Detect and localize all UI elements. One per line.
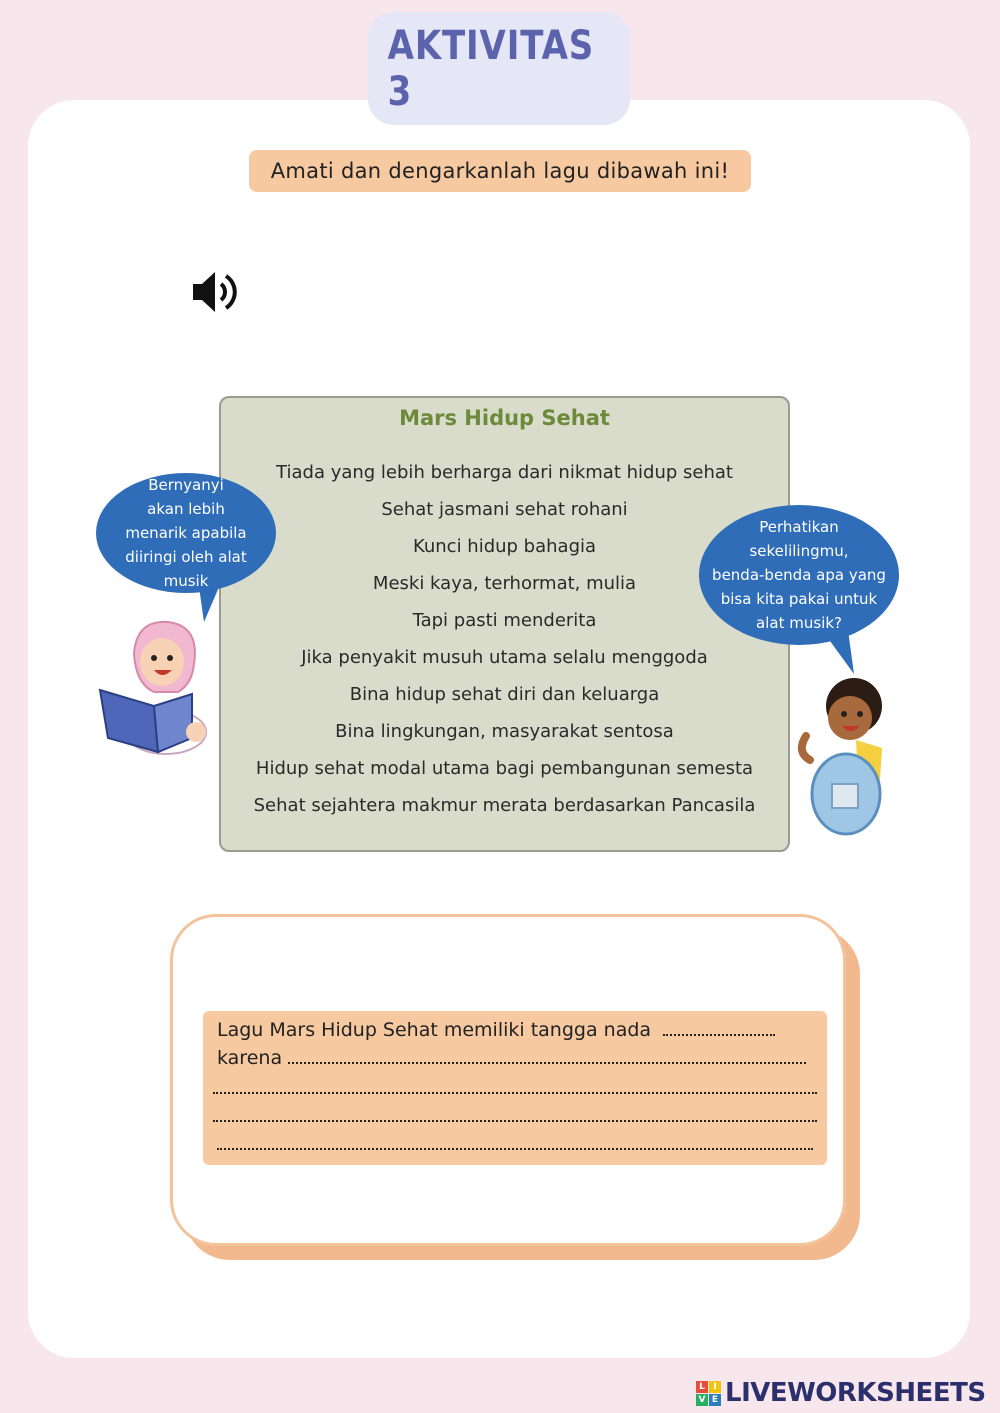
answer-input-reason-1[interactable] xyxy=(288,1048,806,1064)
boy-gallon-illustration xyxy=(796,676,900,842)
answer-line-2 xyxy=(217,1047,817,1077)
answer-strip xyxy=(203,1011,827,1165)
lyrics-lines xyxy=(221,458,788,828)
lyric-line: Hidup sehat modal utama bagi pembangunan semesta xyxy=(255,758,754,779)
bubble-right-line: sekelilingmu, xyxy=(749,542,849,560)
bubble-right-line: Perhatikan xyxy=(759,518,839,536)
bubble-left-line: akan lebih xyxy=(147,500,225,518)
lyric-line: Tapi pasti menderita xyxy=(412,610,597,631)
bubble-left-line: menarik apabila xyxy=(125,524,247,542)
page-title: AKTIVITAS 3 xyxy=(387,22,595,115)
bubble-left-line: musik xyxy=(163,572,209,590)
lyric-line: Kunci hidup bahagia xyxy=(412,536,597,557)
bubble-left-line: Bernyanyi xyxy=(148,476,224,494)
lyrics-title: Mars Hidup Sehat xyxy=(399,406,610,430)
lyric-line: Bina lingkungan, masyarakat sentosa xyxy=(335,721,674,742)
speaker-icon[interactable] xyxy=(190,267,242,317)
answer-reason-label: karena xyxy=(217,1047,283,1069)
answer-line-1 xyxy=(217,1019,817,1049)
answer-line-3 xyxy=(213,1077,817,1107)
bubble-left-line: diiringi oleh alat xyxy=(125,548,247,566)
answer-line-4 xyxy=(213,1105,817,1135)
answer-input-reason-4[interactable] xyxy=(217,1134,813,1150)
logo-letter: I xyxy=(709,1381,721,1393)
girl-reading-illustration xyxy=(96,614,218,756)
lyric-line: Meski kaya, terhormat, mulia xyxy=(372,573,637,594)
answer-prompt-text: Lagu Mars Hidup Sehat memiliki tangga nada xyxy=(217,1019,652,1041)
answer-input-scale[interactable] xyxy=(663,1020,775,1036)
bubble-right-line: benda-benda apa yang xyxy=(712,566,886,584)
lyric-line: Sehat sejahtera makmur merata berdasarkan Pancasila xyxy=(253,795,756,816)
lyric-line: Sehat jasmani sehat rohani xyxy=(381,499,628,520)
answer-line-5 xyxy=(217,1133,817,1163)
lyric-line: Bina hidup sehat diri dan keluarga xyxy=(349,684,660,705)
bubble-right-line: bisa kita pakai untuk xyxy=(720,590,878,608)
liveworksheets-brand: LIVEWORKSHEETS xyxy=(725,1378,986,1408)
lyric-line: Jika penyakit musuh utama selalu menggoda xyxy=(301,647,708,668)
answer-input-reason-3[interactable] xyxy=(213,1106,817,1122)
liveworksheets-logo-mark xyxy=(696,1381,721,1406)
title-tab xyxy=(368,12,630,125)
speech-bubble-right xyxy=(699,505,899,645)
logo-letter: E xyxy=(709,1394,721,1406)
speech-bubble-left xyxy=(96,473,276,593)
liveworksheets-logo[interactable] xyxy=(696,1378,986,1408)
bubble-right-line: alat musik? xyxy=(756,614,842,632)
lyric-line: Tiada yang lebih berharga dari nikmat hidup sehat xyxy=(276,462,733,483)
instruction-banner: Amati dan dengarkanlah lagu dibawah ini! xyxy=(249,150,751,192)
answer-input-reason-2[interactable] xyxy=(213,1078,817,1094)
logo-letter: L xyxy=(696,1381,708,1393)
logo-letter: V xyxy=(696,1394,708,1406)
